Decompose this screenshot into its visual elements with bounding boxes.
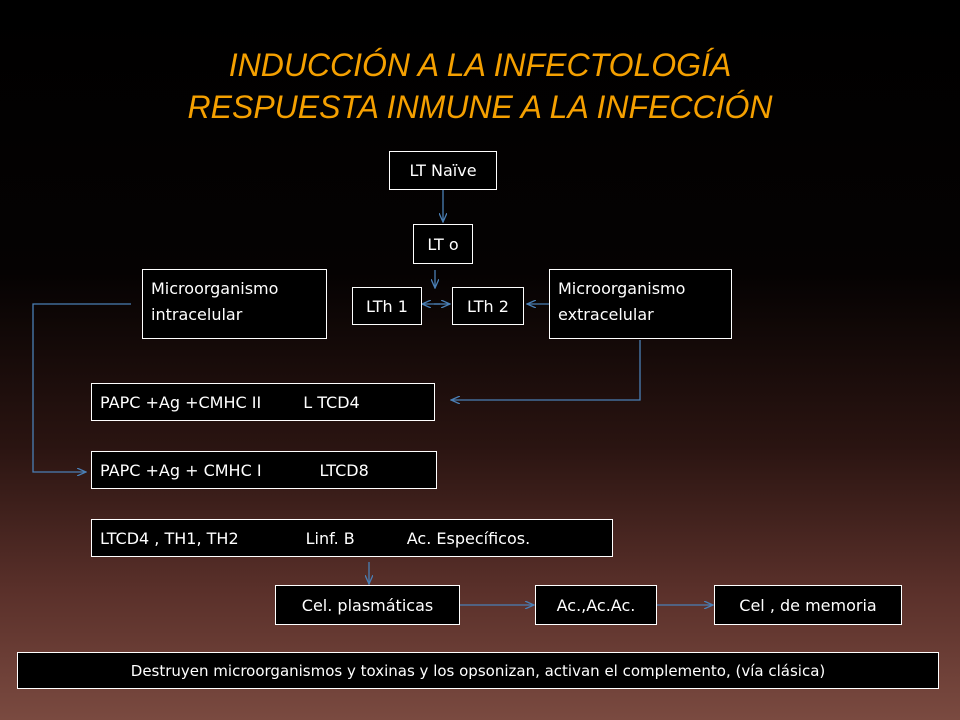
node-lt-0: LT o <box>413 224 473 264</box>
node-destruyen: Destruyen microorganismos y toxinas y los opsonizan, activan el complemento, (vía clásica) <box>17 652 939 689</box>
ltcd4-row-part2: Linf. B <box>305 528 355 548</box>
micro-intra-line1: Microorganismo <box>151 279 279 298</box>
node-papc-cmhc2 <box>91 383 435 421</box>
ltcd4-row-part3: Ac. Específicos. <box>406 528 531 548</box>
micro-extra-line1: Microorganismo <box>558 279 686 298</box>
node-lt-naive: LT Naïve <box>389 151 497 190</box>
title-line-2: RESPUESTA INMUNE A LA INFECCIÓN <box>187 89 773 125</box>
node-ac-ac: Ac.,Ac.Ac. <box>535 585 657 625</box>
papc-cmhc1-right: LTCD8 <box>319 460 369 480</box>
node-lth1: LTh 1 <box>352 287 422 325</box>
node-cel-memoria: Cel , de memoria <box>714 585 902 625</box>
node-ltcd4-row <box>91 519 613 557</box>
papc-cmhc1-left: PAPC +Ag + CMHC I <box>100 460 262 480</box>
node-micro-intracelular <box>142 269 327 339</box>
node-micro-extracelular <box>549 269 732 339</box>
papc-cmhc2-right: L TCD4 <box>303 392 360 412</box>
node-papc-cmhc1 <box>91 451 437 489</box>
papc-cmhc2-left: PAPC +Ag +CMHC II <box>100 392 262 412</box>
node-cel-plasmaticas: Cel. plasmáticas <box>275 585 460 625</box>
micro-extra-line2: extracelular <box>558 305 654 324</box>
ltcd4-row-part1: LTCD4 , TH1, TH2 <box>100 528 239 548</box>
arrow-extra-to-cmhc2 <box>451 340 640 400</box>
title-line-1: INDUCCIÓN A LA INFECTOLOGÍA <box>228 47 732 83</box>
micro-intra-line2: intracelular <box>151 305 243 324</box>
node-lth2: LTh 2 <box>452 287 524 325</box>
